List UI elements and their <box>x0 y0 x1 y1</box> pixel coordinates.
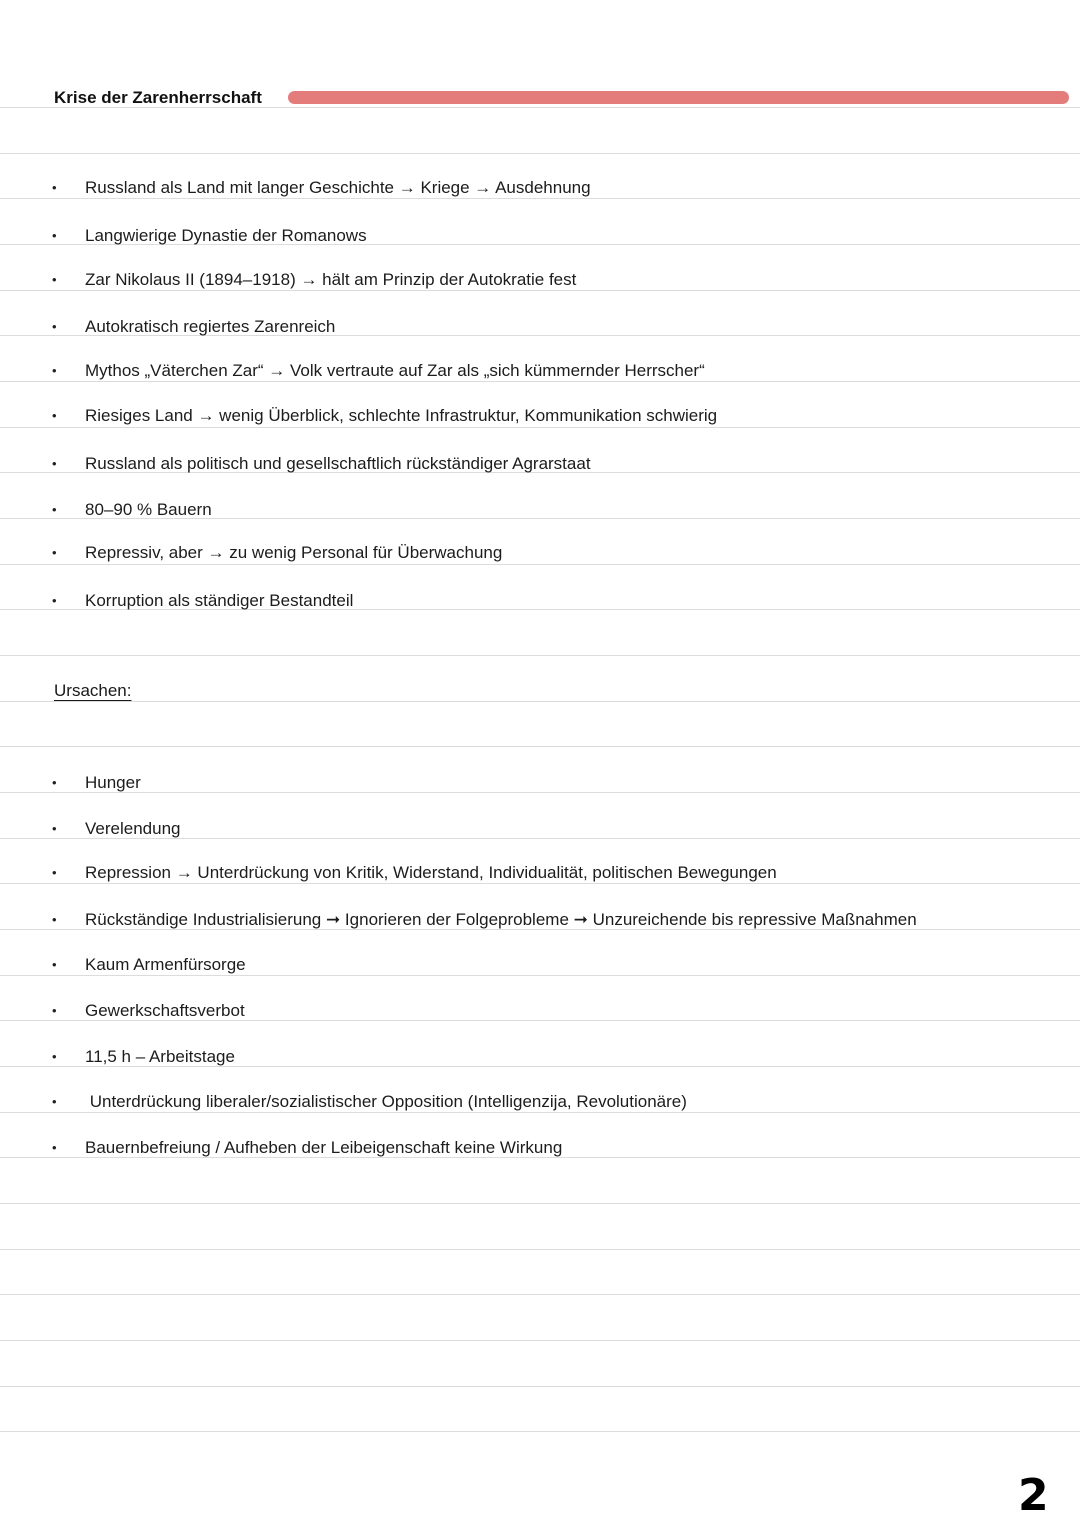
ruled-line <box>0 1340 1080 1341</box>
bullet-icon: • <box>52 1094 57 1109</box>
bullet-icon: • <box>52 775 57 790</box>
list-item: 11,5 h – Arbeitstage <box>85 1047 235 1066</box>
ruled-line <box>0 975 1080 976</box>
page-title: Krise der Zarenherrschaft <box>54 88 262 107</box>
list-item: Verelendung <box>85 819 181 838</box>
list-item: Gewerkschaftsverbot <box>85 1001 245 1020</box>
bullet-icon: • <box>52 272 57 287</box>
list-item: Autokratisch regiertes Zarenreich <box>85 317 336 336</box>
ruled-line <box>0 1249 1080 1250</box>
causes-heading: Ursachen: <box>54 681 132 700</box>
ruled-line <box>0 198 1080 199</box>
bullet-icon: • <box>52 912 57 927</box>
bullet-icon: • <box>52 1140 57 1155</box>
list-item: Rückständige Industrialisierung ➞ Ignorieren der Folgeprobleme ➞ Unzureichende bis repressive Maßnahmen <box>85 910 917 929</box>
list-item: Russland als politisch und gesellschaftlich rückständiger Agrarstaat <box>85 454 591 473</box>
bullet-icon: • <box>52 1049 57 1064</box>
ruled-line <box>0 1431 1080 1432</box>
bullet-icon: • <box>52 1003 57 1018</box>
bullet-icon: • <box>52 502 57 517</box>
bullet-icon: • <box>52 363 57 378</box>
list-item: Hunger <box>85 773 141 792</box>
list-item: Mythos „Väterchen Zar“ → Volk vertraute auf Zar als „sich kümmernder Herrscher“ <box>85 361 705 380</box>
list-item: Kaum Armenfürsorge <box>85 955 246 974</box>
list-item: Korruption als ständiger Bestandteil <box>85 591 354 610</box>
ruled-line <box>0 1203 1080 1204</box>
bullet-icon: • <box>52 456 57 471</box>
ruled-line <box>0 153 1080 154</box>
list-item: Riesiges Land → wenig Überblick, schlechte Infrastruktur, Kommunikation schwierig <box>85 406 718 425</box>
bullet-icon: • <box>52 593 57 608</box>
ruled-line <box>0 792 1080 793</box>
list-item: Langwierige Dynastie der Romanows <box>85 226 367 245</box>
ruled-line <box>0 564 1080 565</box>
list-item: Bauernbefreiung / Aufheben der Leibeigenschaft keine Wirkung <box>85 1138 563 1157</box>
title-accent-bar <box>288 91 1069 104</box>
bullet-icon: • <box>52 957 57 972</box>
ruled-line <box>0 427 1080 428</box>
ruled-line <box>0 655 1080 656</box>
ruled-line <box>0 1294 1080 1295</box>
page-number: 2 <box>1018 1470 1049 1521</box>
list-item: Repression → Unterdrückung von Kritik, Widerstand, Individualität, politischen Bewegungen <box>85 863 777 882</box>
ruled-line <box>0 381 1080 382</box>
list-item: 80–90 % Bauern <box>85 500 212 519</box>
bullet-icon: • <box>52 821 57 836</box>
list-item: Russland als Land mit langer Geschichte → Kriege → Ausdehnung <box>85 178 591 197</box>
ruled-line <box>0 1386 1080 1387</box>
bullet-icon: • <box>52 180 57 195</box>
list-item: Zar Nikolaus II (1894–1918) → hält am Prinzip der Autokratie fest <box>85 270 577 289</box>
list-item: Repressiv, aber → zu wenig Personal für Überwachung <box>85 543 503 562</box>
bullet-icon: • <box>52 408 57 423</box>
ruled-line <box>0 1112 1080 1113</box>
ruled-line <box>0 290 1080 291</box>
bullet-icon: • <box>52 319 57 334</box>
bullet-icon: • <box>52 865 57 880</box>
ruled-line <box>0 701 1080 702</box>
bullet-icon: • <box>52 545 57 560</box>
bullet-icon: • <box>52 228 57 243</box>
list-item: Unterdrückung liberaler/sozialistischer Opposition (Intelligenzija, Revolutionäre) <box>85 1092 687 1111</box>
ruled-line <box>0 883 1080 884</box>
ruled-line <box>0 746 1080 747</box>
